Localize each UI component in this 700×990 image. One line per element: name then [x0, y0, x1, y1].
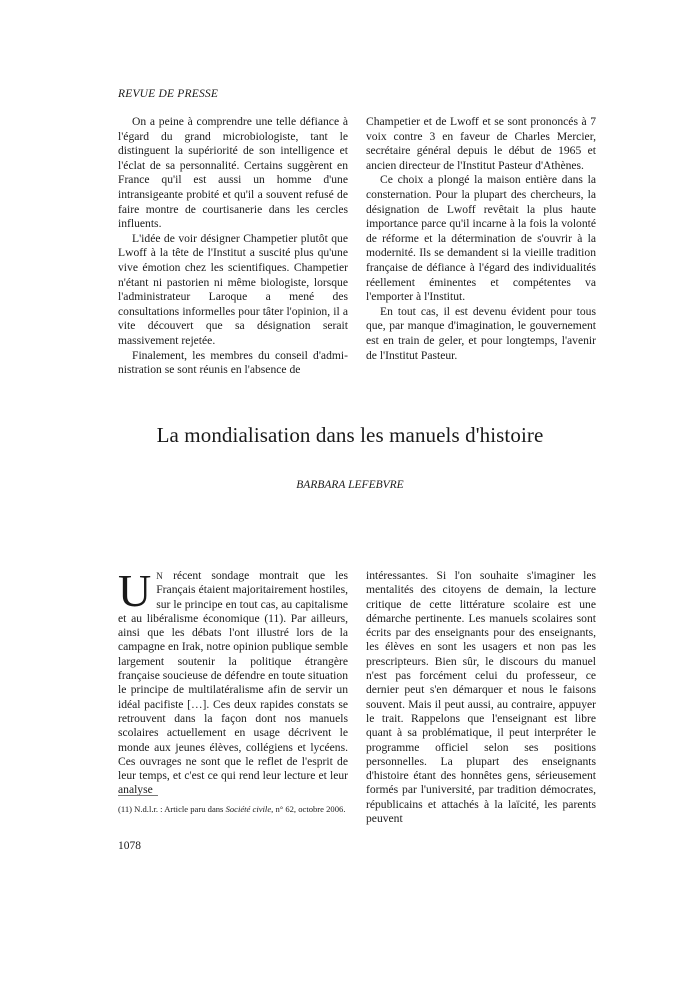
article-left-column [118, 565, 348, 798]
page-number: 1078 [118, 840, 141, 852]
previous-article-left-column [118, 115, 348, 378]
small-caps-lead: N [156, 571, 164, 581]
footnote-suffix: , n° 62, octobre 2006. [271, 804, 346, 814]
footnote-divider [118, 795, 158, 796]
article-author: BARBARA LEFEBVRE [296, 479, 404, 491]
paragraph: Ce choix a plongé la maison entière dans la consternation. Pour la plupart des chercheurs, la désignation de Lwoff revêtait la plus haute importance parce qu'il incarne à la fois la volonté de réforme et la détermination de s'ouvrir à la modernité. Ils se demandent si la vieille tradition française de défiance à l'égard des individualités réellement éminentes et compétentes va l'emporter à l'Institut. [366, 173, 596, 304]
article-title: La mondialisation dans les manuels d'histoire [156, 423, 544, 447]
paragraph: Finalement, les membres du conseil d'administration se sont réunis en l'absence de [118, 348, 348, 377]
footnote [118, 804, 358, 815]
article-right-column [366, 569, 596, 826]
paragraph: Champetier et de Lwoff et se sont prononcés à 7 voix contre 3 en faveur de Charles Mercier, secrétaire général depuis le début de 1965 et ancien directeur de l'Institut Pasteur d'Athènes. [366, 115, 596, 172]
footnote-prefix: (11) N.d.l.r. : Article paru dans [118, 804, 226, 814]
running-head: REVUE DE PRESSE [118, 88, 219, 100]
paragraph: intéressantes. Si l'on souhaite s'imaginer les mentalités des citoyens de demain, la lecture critique de cette littérature scolaire est une démarche pertinente. Les manuels scolaires sont écrits par des enseignants pour des enseignants, les élèves en sont les usagers et non pas les prescripteurs. Bien sûr, le discours du manuel n'est pas forcément celui du professeur, ce dernier peut s'en démarquer et nous le faisons souvent. Mais il peut aussi, au contraire, appuyer le trait. Rappelons que l'enseignant est libre quant à sa problématique, il peut interpréter le programme officiel selon ses positions personnelles. La plupart des enseignants d'histoire étant des honnêtes gens, sérieusement formés par l'université, par tradition démocrates, républicains et attachés à la laïcité, les parents peuvent [366, 569, 596, 826]
paragraph: L'idée de voir désigner Champetier plutôt que Lwoff à la tête de l'Institut a suscité plus qu'une vive émotion chez les scientifiques. Champetier n'étant ni pastorien ni même biologiste, lorsque l'administrateur Laroque a mené des consultations informelles pour tâter l'opinion, il a vite découvert que sa désignation serait massivement rejetée. [118, 231, 348, 347]
paragraph: En tout cas, il est devenu évident pour tous que, par manque d'imagination, le gouvernement est en train de geler, et pour longtemps, l'avenir de l'Institut Pasteur. [366, 304, 596, 362]
previous-article-right-column [366, 115, 596, 363]
footnote-journal: Société civile [225, 804, 272, 814]
paragraph-text: récent sondage montrait que les Français étaient majoritairement hostiles, sur le principe en tout cas, au capitalisme et au libéralisme économique (11). Par ailleurs, ainsi que les débats l'ont illustré lors de la campagne en Irak, notre opinion publique semble largement soutenir la politique étrangère française soucieuse de défendre en toute situation le principe de multilatéralisme afin de servir un idéal pacifiste […]. Ces deux rapides constats se retrouvent dans la façon dont nos manuels scolaires actuellement en usage décrivent le monde aux jeunes élèves, collégiens et lycéens. Ces ouvrages ne sont que le reflet de l'esprit de leur temps, et c'est ce qui rend leur lecture et leur analyse [118, 569, 348, 797]
drop-cap: U [118, 565, 152, 616]
paragraph: On a peine à comprendre une telle défiance à l'égard du grand microbiologiste, tant le distinguent la supériorité de son intelligence et l'éclat de sa personnalité. Certains suggèrent en France qu'il est aussi un homme d'une intransigeante probité et qu'il a souvent refusé de faire montre de courtisanerie dans les cercles influents. [118, 115, 348, 231]
paragraph [118, 565, 348, 798]
